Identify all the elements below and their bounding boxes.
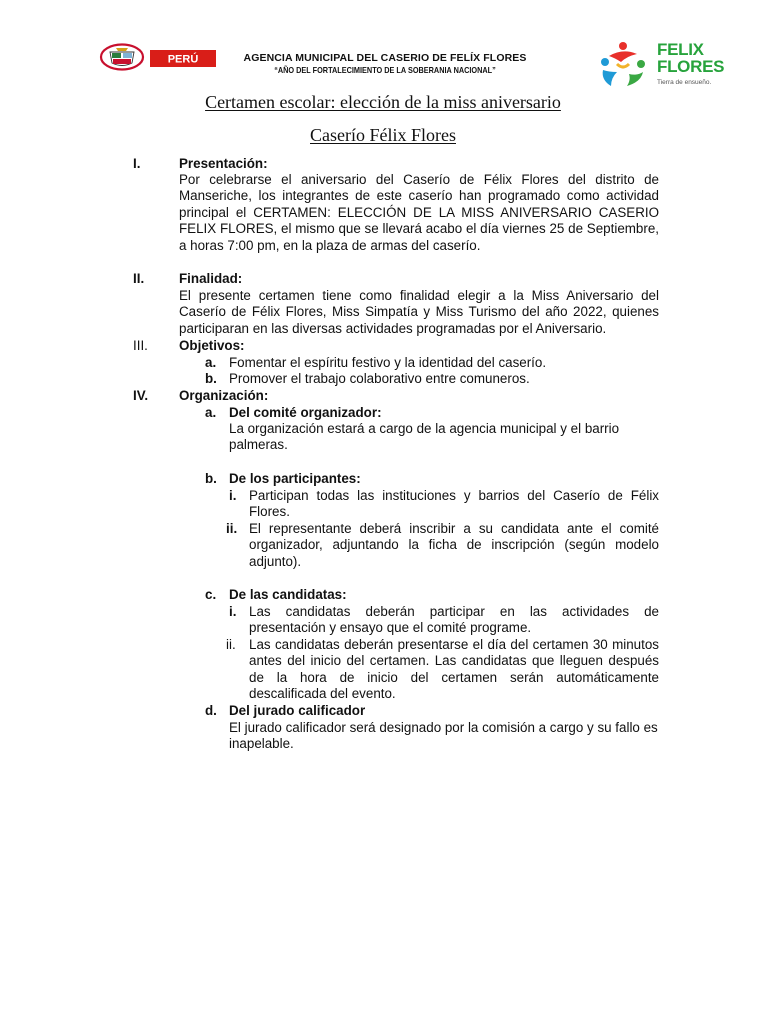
agency-name: AGENCIA MUNICIPAL DEL CASERIO DE FELÍX FLORES: [243, 52, 527, 64]
list-letter: a.: [205, 355, 217, 370]
subsection-paragraph: El jurado calificador será designado por la comisión a cargo y su fallo es inapelable.: [229, 720, 658, 752]
roman-numeral: ii.: [226, 521, 238, 536]
title-line-1: Certamen escolar: elección de la miss aniversario: [205, 92, 561, 112]
people-circle-icon: [597, 40, 651, 90]
section-heading: Presentación:: [179, 156, 268, 171]
section-heading: Finalidad:: [179, 271, 243, 286]
list-letter: b.: [205, 371, 217, 386]
list-letter: b.: [205, 471, 217, 486]
list-item: Fomentar el espíritu festivo y la identidad del caserío.: [229, 355, 547, 370]
brand-line-2: FLORES: [657, 57, 725, 76]
brand-line-1: FELIX: [657, 40, 704, 59]
letterhead: [0, 0, 768, 90]
section-number: II.: [133, 271, 145, 286]
peru-government-logo: [98, 42, 220, 72]
roman-numeral: i.: [229, 604, 237, 619]
section-number: IV.: [133, 388, 149, 403]
roman-item: Las candidatas deberán presentarse el día del certamen 30 minutos antes del inicio del certamen. Las candidatas que lleguen después de la hora de inicio del certamen serán automáticamente descalificada del evento.: [249, 637, 659, 702]
roman-numeral: i.: [229, 488, 237, 503]
roman-item: Participan todas las instituciones y barrios del Caserío de Félix Flores.: [249, 488, 659, 520]
document-title: [0, 91, 767, 113]
section-paragraph: El presente certamen tiene como finalidad elegir a la Miss Aniversario del Caserío de Félix Flores, Miss Simpatía y Miss Turismo del año 2022, quienes participaran en las diversas actividades programadas por el Aniversario.: [179, 288, 659, 336]
section-heading: Objetivos:: [179, 338, 245, 353]
subsection-heading: De las candidatas:: [229, 587, 347, 602]
subsection-heading: De los participantes:: [229, 471, 361, 486]
roman-item: El representante deberá inscribir a su candidata ante el comité organizador, adjuntando la ficha de inscripción (según modelo adjunto).: [249, 521, 659, 569]
peru-logo-text: PERÚ: [167, 53, 199, 66]
list-letter: d.: [205, 703, 217, 718]
subsection-heading: Del comité organizador:: [229, 405, 382, 420]
subsection-heading: Del jurado calificador: [229, 703, 366, 718]
section-paragraph: Por celebrarse el aniversario del Caserío de Félix Flores del distrito de Manseriche, los integrantes de este caserío han programado como actividad principal el CERTAMEN: ELECCIÓN DE LA MISS ANIVERSARIO CASERIO FELIX FLORES, el mismo que se llevará acabo el día viernes 25 de Septiembre, a horas 7:00 pm, en la plaza de armas del caserío.: [179, 172, 659, 253]
subsection-paragraph: La organización estará a cargo de la agencia municipal y el barrio palmeras.: [229, 421, 620, 453]
peru-coat-of-arms-icon: [101, 45, 143, 70]
document-subtitle: [0, 124, 767, 146]
list-letter: c.: [205, 587, 217, 602]
list-letter: a.: [205, 405, 217, 420]
section-number: I.: [133, 156, 141, 171]
section-heading: Organización:: [179, 388, 269, 403]
title-line-2: Caserío Félix Flores: [310, 125, 456, 145]
roman-numeral: ii.: [226, 637, 236, 652]
year-motto: “AÑO DEL FORTALECIMIENTO DE LA SOBERANIA NACIONAL”: [274, 65, 496, 75]
brand-name: [657, 41, 724, 75]
section-number: III.: [133, 338, 148, 353]
list-item: Promover el trabajo colaborativo entre comuneros.: [229, 371, 530, 386]
header-text: [230, 52, 540, 76]
felix-flores-logo: [597, 40, 737, 90]
roman-item: Las candidatas deberán participar en las actividades de presentación y ensayo que el comité programe.: [249, 604, 659, 636]
brand-tagline: Tierra de ensueño.: [657, 79, 712, 86]
